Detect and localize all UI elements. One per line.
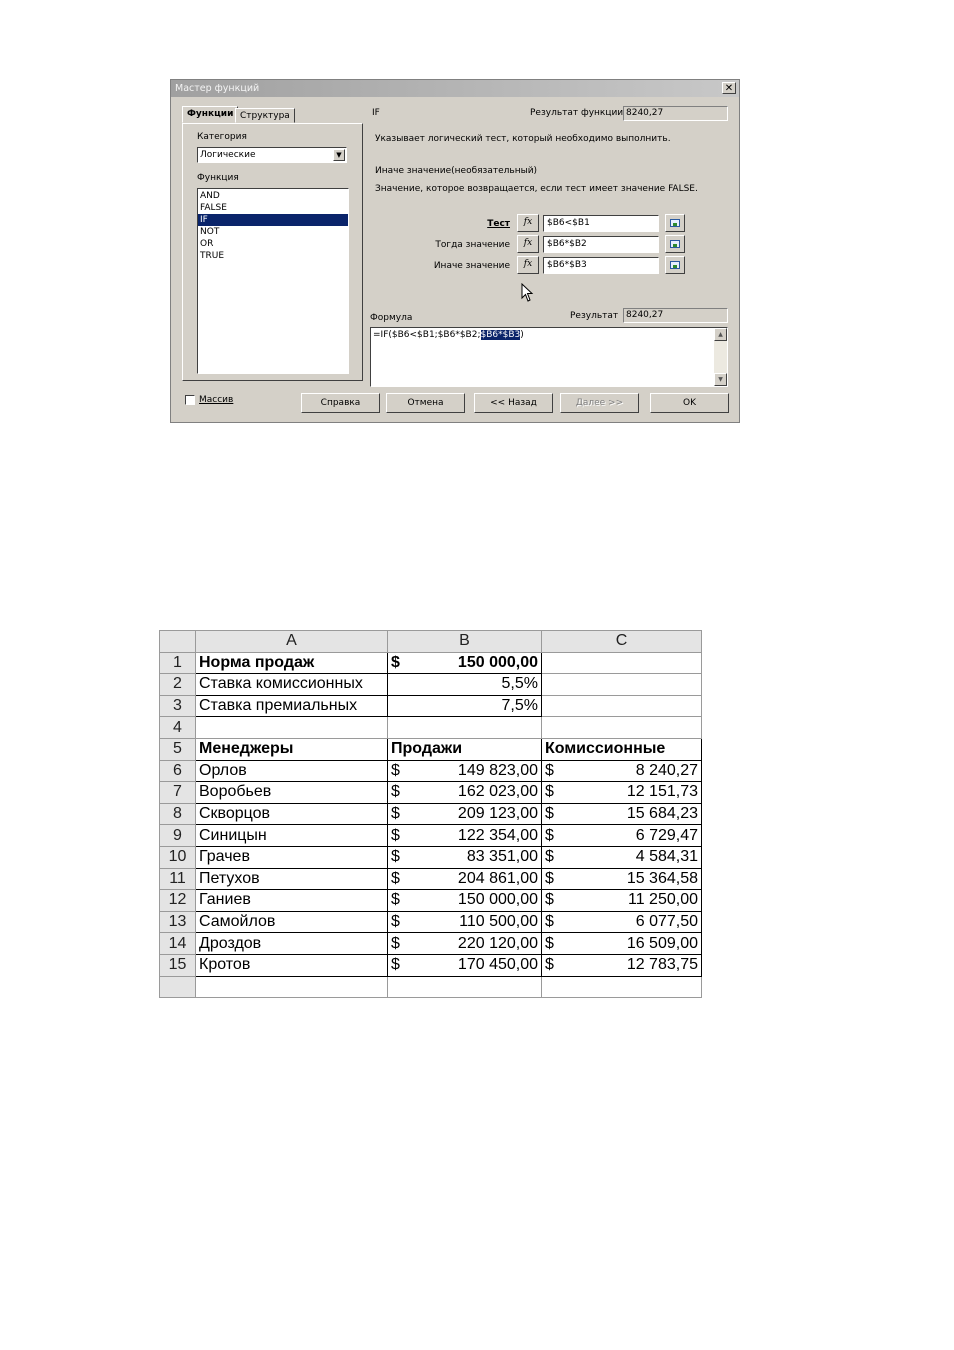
currency-c: $ — [545, 783, 554, 801]
tab-structure[interactable]: Структура — [235, 108, 295, 123]
value-b: 162 023,00 — [457, 783, 538, 801]
table-row — [160, 738, 702, 760]
cell-a[interactable]: Орлов — [196, 760, 388, 782]
currency-c: $ — [545, 891, 554, 909]
cell-c[interactable] — [542, 846, 702, 868]
close-icon[interactable]: ✕ — [722, 82, 736, 94]
currency-c: $ — [545, 848, 554, 866]
currency-c: $ — [545, 956, 554, 974]
value-c: 8 240,27 — [635, 761, 698, 779]
dialog-titlebar[interactable] — [171, 80, 739, 97]
formula-selection: $B6*$B3 — [480, 330, 521, 340]
row-header[interactable]: 9 — [160, 825, 196, 847]
formula-result-value: 8240,27 — [623, 308, 728, 323]
value-b: 7,5% — [501, 697, 538, 715]
function-item-not[interactable]: NOT — [200, 227, 220, 237]
function-name: IF — [372, 108, 380, 118]
cell-b[interactable] — [388, 846, 542, 868]
value-c: 12 783,75 — [626, 956, 698, 974]
cell-c[interactable] — [542, 652, 702, 674]
currency-c: $ — [545, 761, 554, 779]
cell-b[interactable]: Продажи — [388, 738, 542, 760]
function-item-and[interactable]: AND — [200, 191, 220, 201]
value-b: 220 120,00 — [457, 934, 538, 952]
function-item-if[interactable]: IF — [198, 214, 348, 226]
currency-b: $ — [391, 826, 400, 844]
row-header[interactable] — [160, 976, 196, 998]
function-list[interactable] — [197, 188, 349, 374]
cell-a[interactable]: Норма продаж — [196, 652, 388, 674]
cell-b[interactable] — [388, 803, 542, 825]
cell-b[interactable] — [388, 890, 542, 912]
value-b: 83 351,00 — [466, 848, 538, 866]
cell-c[interactable] — [542, 674, 702, 696]
cell-b[interactable] — [388, 933, 542, 955]
row-header[interactable]: 14 — [160, 933, 196, 955]
function-item-false[interactable]: FALSE — [200, 203, 227, 213]
value-b: 149 823,00 — [457, 761, 538, 779]
currency-c: $ — [545, 826, 554, 844]
mouse-pointer-icon — [521, 283, 535, 303]
column-header-a[interactable]: A — [196, 631, 388, 653]
cell-c[interactable] — [542, 976, 702, 998]
value-c: 4 584,31 — [635, 848, 698, 866]
currency-b: $ — [391, 848, 400, 866]
table-row — [160, 760, 702, 782]
currency-b: $ — [391, 956, 400, 974]
table-row — [160, 803, 702, 825]
cell-c[interactable] — [542, 760, 702, 782]
shrink-icon[interactable] — [665, 235, 685, 253]
category-select[interactable] — [197, 147, 347, 163]
row-header[interactable]: 13 — [160, 911, 196, 933]
function-wizard-dialog — [170, 79, 740, 423]
value-b: 209 123,00 — [457, 805, 538, 823]
currency-b: $ — [391, 805, 400, 823]
table-row — [160, 695, 702, 717]
cell-a[interactable]: Воробьев — [196, 782, 388, 804]
table-row — [160, 911, 702, 933]
chevron-down-icon[interactable]: ▼ — [333, 149, 345, 161]
row-header[interactable]: 4 — [160, 717, 196, 739]
cell-a[interactable]: Ставка премиальных — [196, 695, 388, 717]
currency-b: $ — [391, 783, 400, 801]
cell-b[interactable] — [388, 868, 542, 890]
row-header[interactable]: 12 — [160, 890, 196, 912]
cell-a[interactable]: Грачев — [196, 846, 388, 868]
cell-c[interactable] — [542, 803, 702, 825]
cell-a[interactable]: Менеджеры — [196, 738, 388, 760]
param-description: Значение, которое возвращается, если тест имеет значение FALSE. — [375, 184, 698, 194]
shrink-icon[interactable] — [665, 256, 685, 274]
cell-a[interactable]: Синицын — [196, 825, 388, 847]
else-input[interactable]: $B6*$B3 — [543, 257, 659, 274]
next-button[interactable]: Далее >> — [560, 393, 639, 413]
row-header[interactable]: 6 — [160, 760, 196, 782]
formula-label: Формула — [370, 313, 413, 323]
formula-prefix: =IF($B6<$B1;$B6*$B2; — [373, 330, 481, 340]
fx-icon[interactable]: fx — [517, 214, 539, 232]
cell-b[interactable] — [388, 717, 542, 739]
table-row — [160, 890, 702, 912]
currency-c: $ — [545, 913, 554, 931]
function-result-label: Результат функции — [530, 108, 624, 118]
cell-c[interactable] — [542, 825, 702, 847]
row-header[interactable]: 10 — [160, 846, 196, 868]
cell-b[interactable] — [388, 976, 542, 998]
function-item-or[interactable]: OR — [200, 239, 214, 249]
value-c: 6 729,47 — [635, 826, 698, 844]
row-header[interactable]: 5 — [160, 738, 196, 760]
sheet-table — [159, 630, 702, 998]
table-row — [160, 954, 702, 976]
row-header[interactable]: 1 — [160, 652, 196, 674]
table-row — [160, 782, 702, 804]
currency-b: $ — [391, 934, 400, 952]
currency-b: $ — [391, 891, 400, 909]
formula-scrollbar[interactable] — [714, 328, 727, 386]
scroll-up-icon[interactable]: ▲ — [714, 328, 727, 341]
ok-button[interactable]: OK — [650, 393, 729, 413]
cell-a[interactable]: Дроздов — [196, 933, 388, 955]
arg-label-else: Иначе значение — [433, 261, 510, 271]
function-description: Указывает логический тест, который необходимо выполнить. — [375, 134, 671, 144]
value-b: 204 861,00 — [457, 869, 538, 887]
cell-c[interactable] — [542, 717, 702, 739]
cell-a[interactable]: Ганиев — [196, 890, 388, 912]
dialog-title: Мастер функций — [175, 83, 260, 94]
row-header[interactable]: 15 — [160, 954, 196, 976]
table-row — [160, 717, 702, 739]
corner-cell[interactable] — [160, 631, 196, 653]
currency-c: $ — [545, 805, 554, 823]
function-result-value: 8240,27 — [623, 106, 728, 121]
value-b: 5,5% — [501, 675, 538, 693]
column-header-b[interactable]: B — [388, 631, 542, 653]
cell-c[interactable] — [542, 911, 702, 933]
table-row — [160, 933, 702, 955]
cell-b[interactable] — [388, 911, 542, 933]
cell-a[interactable]: Самойлов — [196, 911, 388, 933]
formula-suffix: ) — [520, 330, 524, 340]
tab-functions[interactable]: Функции — [182, 106, 238, 123]
cell-c[interactable] — [542, 868, 702, 890]
cell-c[interactable] — [542, 695, 702, 717]
table-row — [160, 846, 702, 868]
value-c: 15 364,58 — [626, 869, 698, 887]
value-c: 12 151,73 — [626, 783, 698, 801]
arg-label-test: Тест — [487, 219, 510, 229]
fx-icon[interactable]: fx — [517, 235, 539, 253]
row-header[interactable]: 7 — [160, 782, 196, 804]
value-b: 170 450,00 — [457, 956, 538, 974]
cell-b[interactable] — [388, 825, 542, 847]
table-row — [160, 652, 702, 674]
cell-b[interactable] — [388, 760, 542, 782]
array-checkbox[interactable] — [185, 395, 195, 405]
cell-a[interactable]: Скворцов — [196, 803, 388, 825]
cell-a[interactable]: Ставка комиссионных — [196, 674, 388, 696]
value-b: 150 000,00 — [457, 653, 538, 671]
scroll-down-icon[interactable]: ▼ — [714, 373, 727, 386]
cell-b[interactable] — [388, 652, 542, 674]
value-b: 122 354,00 — [457, 826, 538, 844]
then-input[interactable]: $B6*$B2 — [543, 236, 659, 253]
category-label: Категория — [197, 132, 247, 142]
row-header[interactable]: 11 — [160, 868, 196, 890]
value-c: 6 077,50 — [635, 913, 698, 931]
arg-label-then: Тогда значение — [435, 240, 510, 250]
value-b: 110 500,00 — [459, 913, 538, 931]
column-header-c[interactable]: C — [542, 631, 702, 653]
table-row — [160, 825, 702, 847]
back-button[interactable]: << Назад — [474, 393, 553, 413]
currency-b: $ — [391, 653, 400, 671]
cell-a[interactable] — [196, 717, 388, 739]
cell-c[interactable] — [542, 890, 702, 912]
functions-panel — [182, 123, 363, 381]
param-title: Иначе значение(необязательный) — [375, 166, 538, 176]
cell-c[interactable] — [542, 933, 702, 955]
cell-c[interactable] — [542, 782, 702, 804]
cell-b[interactable] — [388, 695, 542, 717]
table-row — [160, 674, 702, 696]
value-c: 16 509,00 — [626, 934, 698, 952]
table-row — [160, 976, 702, 998]
currency-b: $ — [391, 869, 400, 887]
formula-text[interactable] — [373, 330, 524, 340]
cell-a[interactable] — [196, 976, 388, 998]
row-header[interactable]: 2 — [160, 674, 196, 696]
currency-b: $ — [391, 913, 400, 931]
help-button[interactable]: Справка — [301, 393, 380, 413]
category-value: Логические — [200, 150, 256, 160]
formula-result-label: Результат — [570, 311, 619, 321]
value-b: 150 000,00 — [457, 891, 538, 909]
cell-b[interactable] — [388, 674, 542, 696]
cell-b[interactable] — [388, 954, 542, 976]
column-header-row — [160, 631, 702, 653]
currency-b: $ — [391, 761, 400, 779]
row-header[interactable]: 3 — [160, 695, 196, 717]
cell-a[interactable]: Кротов — [196, 954, 388, 976]
cancel-button[interactable]: Отмена — [386, 393, 465, 413]
value-c: 15 684,23 — [626, 805, 698, 823]
currency-c: $ — [545, 869, 554, 887]
cell-c[interactable]: Комиссионные — [542, 738, 702, 760]
function-item-true[interactable]: TRUE — [200, 251, 225, 261]
spreadsheet — [159, 630, 705, 1000]
table-row — [160, 868, 702, 890]
test-input[interactable]: $B6<$B1 — [543, 215, 659, 232]
shrink-icon[interactable] — [665, 214, 685, 232]
cell-a[interactable]: Петухов — [196, 868, 388, 890]
function-label: Функция — [197, 173, 239, 183]
array-label: Массив — [199, 395, 234, 405]
fx-icon[interactable]: fx — [517, 256, 539, 274]
value-c: 11 250,00 — [628, 891, 698, 909]
cell-b[interactable] — [388, 782, 542, 804]
row-header[interactable]: 8 — [160, 803, 196, 825]
currency-c: $ — [545, 934, 554, 952]
formula-editor[interactable] — [370, 327, 728, 387]
cell-c[interactable] — [542, 954, 702, 976]
